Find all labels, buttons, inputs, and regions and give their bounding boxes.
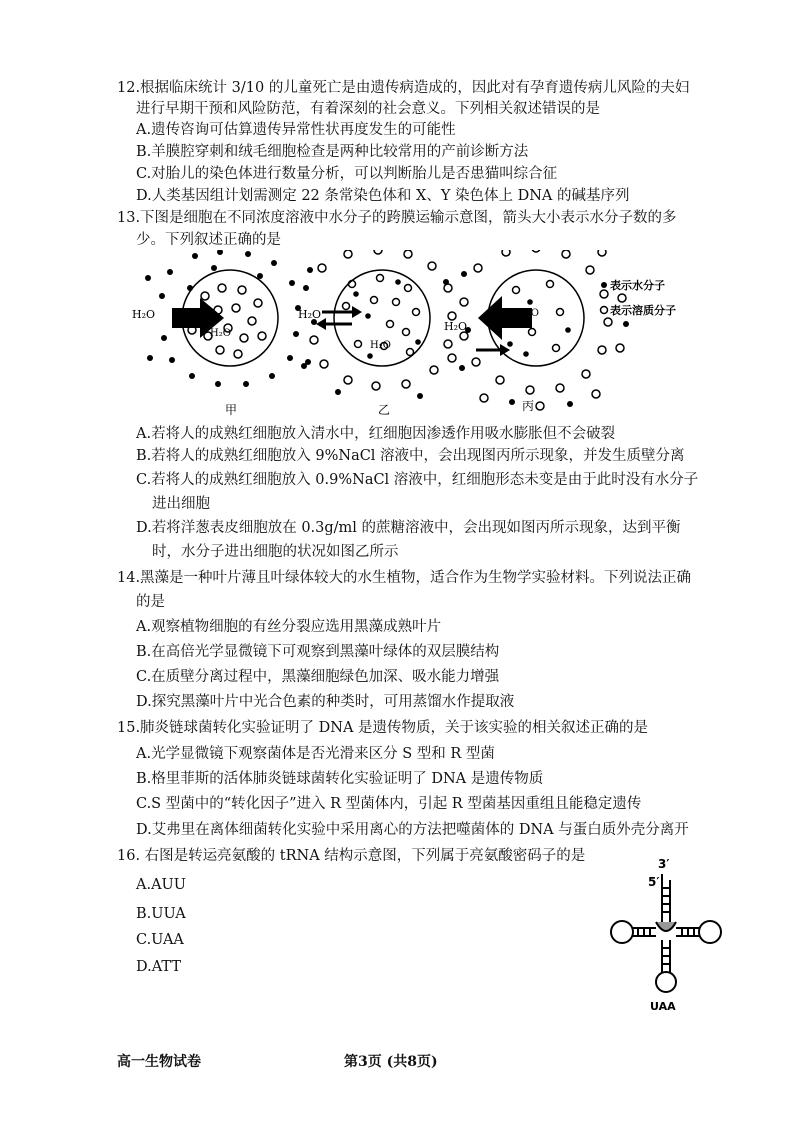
q14-option-d: D.探究黑藻叶片中光合色素的种类时，可用蒸馏水作提取液 (136, 694, 515, 710)
osmosis-figure (120, 250, 680, 420)
q16-option-d: D.ATT (136, 959, 182, 975)
label-bing: 丙 (522, 399, 535, 413)
q13-option-c-line2: 进出细胞 (152, 496, 210, 512)
q13-stem-line1: 13.下图是细胞在不同浓度溶液中水分子的跨膜运输示意图，箭头大小表示水分子数的多 (117, 210, 677, 226)
q14-option-b: B.在高倍光学显微镜下可观察到黑藻叶绿体的双层膜结构 (136, 644, 500, 660)
cell-bing-inner-h2o: H₂O (518, 308, 539, 319)
trna-3prime-label: 3′ (658, 857, 670, 871)
legend-water-label: 表示水分子 (610, 279, 665, 292)
q16-option-b: B.UUA (136, 906, 186, 922)
q12-option-b: B.羊膜腔穿刺和绒毛细胞检查是两种比较常用的产前诊断方法 (136, 144, 529, 160)
legend-water-marker (601, 282, 607, 288)
q14-option-a: A.观察植物细胞的有丝分裂应选用黑藻成熟叶片 (136, 619, 442, 635)
label-yi: 乙 (378, 403, 391, 417)
q12-option-c: C.对胎儿的染色体进行数量分析，可以判断胎儿是否患猫叫综合征 (136, 166, 558, 182)
cell-jia (145, 250, 317, 387)
q16-stem: 16. 右图是转运亮氨酸的 tRNA 结构示意图，下列属于亮氨酸密码子的是 (117, 848, 586, 864)
cell-yi-h2o: H₂O (298, 308, 322, 321)
q15-option-b: B.格里菲斯的活体肺炎链球菌转化实验证明了 DNA 是遗传物质 (136, 771, 544, 787)
footer-subject: 高一生物试卷 (117, 1054, 201, 1070)
label-jia: 甲 (225, 403, 238, 417)
cell-yi-inner-h2o: H₂O (370, 340, 391, 351)
q14-stem-line2: 的是 (136, 594, 165, 610)
legend-solute-marker (601, 307, 608, 314)
q13-option-c-line1: C.若将人的成熟红细胞放入 0.9%NaCl 溶液中，红细胞形态未变是由于此时没有水分子 (136, 472, 699, 488)
footer-page-number: 第3页 (共8页) (344, 1054, 438, 1070)
trna-5prime-label: 5′ (648, 875, 660, 889)
q16-option-c: C.UAA (136, 932, 184, 948)
q15-option-c: C.S 型菌中的“转化因子”进入 R 型菌体内，引起 R 型菌基因重组且能稳定遗传 (136, 796, 642, 812)
q16-option-a: A.AUU (136, 877, 186, 893)
q13-stem-line2: 少。下列叙述正确的是 (136, 232, 281, 248)
q12-option-a: A.遗传咨询可估算遗传异常性状再度发生的可能性 (136, 122, 456, 138)
q15-option-a: A.光学显微镜下观察菌体是否光滑来区分 S 型和 R 型菌 (136, 746, 495, 762)
q13-option-d-line2: 时，水分子进出细胞的状况如图乙所示 (152, 544, 399, 560)
q12-option-d: D.人类基因组计划需测定 22 条常染色体和 X、Y 染色体上 DNA 的碱基序列 (136, 188, 630, 204)
q12-stem-line1: 12.根据临床统计 3/10 的儿童死亡是由遗传病造成的，因此对有孕育遗传病儿风险的夫妇 (117, 80, 690, 96)
q12-stem-line2: 进行早期干预和风险防范，有着深刻的社会意义。下列相关叙述错误的是 (136, 101, 600, 117)
trna-figure (600, 850, 730, 1020)
q13-option-d-line1: D.若将洋葱表皮细胞放在 0.3g/ml 的蔗糖溶液中，会出现如图丙所示现象，达到平衡 (136, 520, 681, 536)
trna-structure (611, 874, 721, 992)
q15-stem: 15.肺炎链球菌转化实验证明了 DNA 是遗传物质，关于该实验的相关叙述正确的是 (117, 720, 649, 736)
cell-jia-h2o: H₂O (132, 308, 156, 321)
q13-option-a: A.若将人的成熟红细胞放入清水中，红细胞因渗透作用吸水膨胀但不会破裂 (136, 426, 616, 442)
q15-option-d: D.艾弗里在离体细菌转化实验中采用离心的方法把噬菌体的 DNA 与蛋白质外壳分离开 (136, 822, 689, 838)
q13-option-b: B.若将人的成熟红细胞放入 9%NaCl 溶液中，会出现图丙所示现象，并发生质壁分离 (136, 448, 685, 464)
cell-bing-h2o: H₂O (444, 320, 468, 333)
q14-option-c: C.在质壁分离过程中，黑藻细胞绿色加深、吸水能力增强 (136, 669, 500, 685)
q14-stem-line1: 14.黑藻是一种叶片薄且叶绿体较大的水生植物，适合作为生物学实验材料。下列说法正确 (117, 570, 692, 586)
legend-solute-label: 表示溶质分子 (610, 304, 676, 317)
cell-jia-inner-h2o: H₂O (210, 328, 231, 339)
trna-anticodon-label: UAA (650, 1000, 676, 1013)
